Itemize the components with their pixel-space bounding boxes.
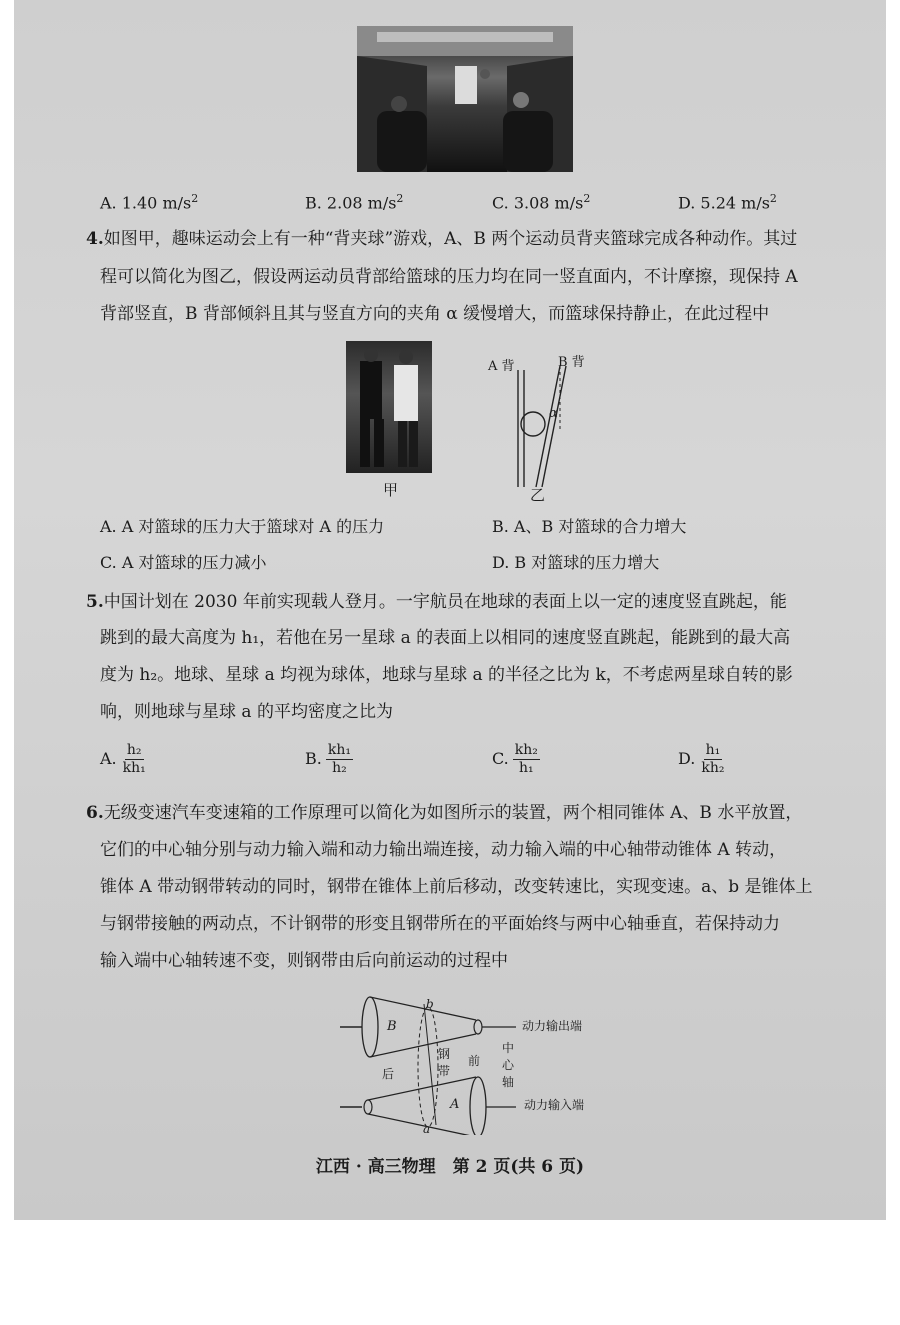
q5-option-b: B. $\frac{\text{kh₁}}{\text{h₂}}$ <box>305 742 351 776</box>
cvt-output-label: 动力输出端 <box>522 1019 583 1033</box>
cvt-back-label: 后 <box>382 1067 395 1081</box>
cvt-axis-label: 中心轴 <box>502 1041 515 1089</box>
q4-fig-jia-label: 甲 <box>383 481 399 499</box>
q4-option-c: C. A 对篮球的压力减小 <box>100 553 267 572</box>
q5-line-3: 度为 h₂。地球、星球 a 均视为球体，地球与星球 a 的半径之比为 k，不考虑两星球自转的影 <box>100 665 793 685</box>
q5-line-1: 5.中国计划在 2030 年前实现载人登月。一宇航员在地球的表面上以一定的速度竖直跳起，能 <box>86 592 787 612</box>
q5-line-2: 跳到的最大高度为 h₁，若他在另一星球 a 的表面上以相同的速度竖直跳起，能跳到的最大高 <box>100 628 791 648</box>
q4-fig-yi-label: 乙 <box>530 486 546 504</box>
q4-photo-jia <box>346 341 432 473</box>
q6-line-1: 6.无级变速汽车变速箱的工作原理可以简化为如图所示的装置，两个相同锥体 A、B 水平放置， <box>86 803 803 823</box>
athletes-drawing <box>346 341 432 473</box>
train-interior-drawing <box>357 26 573 172</box>
q4-line-2: 程可以简化为图乙，假设两运动员背部给篮球的压力均在同一竖直面内，不计摩擦，现保持 A <box>100 267 798 287</box>
q3-option-d: D. 5.24 $m/s^2$ <box>678 192 777 213</box>
page-footer: 江西 · 高三物理 第 2 页(共 6 页) <box>315 1157 585 1177</box>
q5-option-c: C. $\frac{\text{kh₂}}{\text{h₁}}$ <box>492 742 538 776</box>
q4-alpha-label: α <box>549 406 558 421</box>
q5-line-4: 响，则地球与星球 a 的平均密度之比为 <box>100 702 393 722</box>
q3-option-c: C. 3.08 $m/s^2$ <box>492 192 591 213</box>
q6-line-2: 它们的中心轴分别与动力输入端和动力输出端连接，动力输入端的中心轴带动锥体 A 转动， <box>100 840 787 860</box>
q4-option-a: A. A 对篮球的压力大于篮球对 A 的压力 <box>100 517 385 536</box>
q6-line-4: 与钢带接触的两动点，不计钢带的形变且钢带所在的平面始终与两中心轴垂直，若保持动力 <box>100 914 780 934</box>
cvt-front-label: 前 <box>468 1054 481 1068</box>
q6-line-5: 输入端中心轴转速不变，则钢带由后向前运动的过程中 <box>100 951 508 971</box>
cvt-cone-a-label: A <box>450 1097 460 1112</box>
cvt-cone-b-label: B <box>387 1019 397 1034</box>
q4-b-back-label: B 背 <box>558 355 585 370</box>
train-interior-photo <box>357 26 573 172</box>
q3-option-b: B. 2.08 $m/s^2$ <box>305 192 404 213</box>
q6-line-3: 锥体 A 带动钢带转动的同时，钢带在锥体上前后移动，改变转速比，实现变速。a、b 是锥体上 <box>100 877 813 897</box>
cvt-point-a-label: a <box>423 1122 431 1136</box>
cvt-belt-label: 钢带 <box>438 1047 451 1078</box>
q3-option-a: A. 1.40 $m/s^2$ <box>100 192 199 213</box>
q4-line-3: 背部竖直，B 背部倾斜且其与竖直方向的夹角 α 缓慢增大，而篮球保持静止，在此过程中 <box>100 304 770 324</box>
q5-option-a: A. $\frac{\text{h₂}}{\text{kh₁}}$ <box>100 742 146 776</box>
q4-line-1: 4.如图甲，趣味运动会上有一种“背夹球”游戏，A、B 两个运动员背夹篮球完成各种动作。其过 <box>86 229 798 249</box>
q4-option-d: D. B 对篮球的压力增大 <box>492 553 660 572</box>
q4-a-back-label: A 背 <box>488 359 515 374</box>
cvt-point-b-label: b <box>426 997 434 1011</box>
q5-option-d: D. $\frac{\text{h₁}}{\text{kh₂}}$ <box>678 742 725 776</box>
cvt-input-label: 动力输入端 <box>524 1098 585 1112</box>
q4-option-b: B. A、B 对篮球的合力增大 <box>492 517 687 536</box>
